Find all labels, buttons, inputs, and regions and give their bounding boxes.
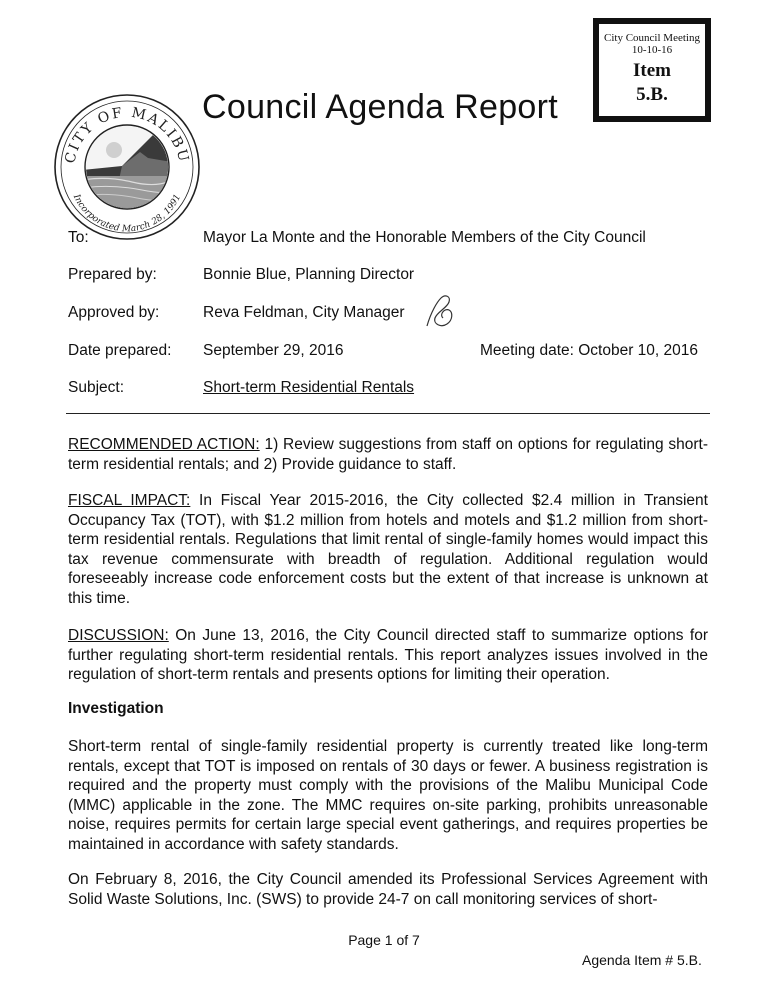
city-seal-logo	[52, 92, 202, 242]
page-number: Page 1 of 7	[348, 932, 420, 948]
field-to-label: To:	[68, 229, 89, 246]
fiscal-impact-paragraph	[68, 491, 708, 608]
svg-text:Incorporated March 28, 1991: Incorporated March 28, 1991	[70, 192, 184, 235]
recommended-action-paragraph	[68, 435, 708, 474]
investigation-paragraph-2: On February 8, 2016, the City Council amended its Professional Services Agreement with Solid Waste Solutions, Inc. (SWS) to provide 24-7 on call monitoring services of short-	[68, 871, 708, 908]
meeting-box-date: 10-10-16	[631, 44, 673, 56]
investigation-paragraph-1: Short-term rental of single-family residential property is currently treated like long-term rentals, except that TOT is imposed on rentals of 30 days or fewer. A business registration is required and the property must comply with the provisions of the Malibu Municipal Code (MMC) applicable in the zone. The MMC requires on-site parking, prohibits unreasonable noise, requires permits for certain large special event gatherings, and requires properties be maintained in accordance with safety standards.	[68, 738, 708, 853]
recommended-action-text: 1) Review suggestions from staff on options for regulating short-term residential rentals; and 2) Provide guidance to staff.	[68, 436, 708, 473]
discussion-heading: DISCUSSION:	[68, 627, 169, 644]
discussion-paragraph	[68, 626, 708, 685]
field-prepared-label: Prepared by:	[68, 266, 157, 283]
fiscal-impact-heading: FISCAL IMPACT:	[68, 492, 191, 509]
field-to-value: Mayor La Monte and the Honorable Members of the City Council	[203, 229, 646, 246]
meeting-box-item-label: Item	[633, 60, 671, 81]
svg-text:CITY OF MALIBU: CITY OF MALIBU	[62, 104, 192, 165]
signature-initials	[423, 292, 457, 332]
field-approved-value: Reva Feldman, City Manager	[203, 304, 405, 321]
field-approved-label: Approved by:	[68, 304, 160, 321]
meeting-box-item-number: 5.B.	[636, 84, 668, 105]
report-title: Council Agenda Report	[202, 88, 558, 126]
discussion-text: On June 13, 2016, the City Council directed staff to summarize options for further regulating short-term residential rentals. This report analyzes issues involved in the regulation of short-term rentals and presents options for limiting their operation.	[68, 627, 708, 683]
field-subject-value: Short-term Residential Rentals	[203, 379, 415, 396]
investigation-heading: Investigation	[68, 700, 164, 717]
recommended-action-heading: RECOMMENDED ACTION:	[68, 436, 260, 453]
meeting-box-line1: City Council Meeting	[604, 32, 700, 44]
agenda-item-footer: Agenda Item # 5.B.	[582, 952, 702, 968]
field-date-value: September 29, 2016	[203, 342, 344, 359]
field-prepared-value: Bonnie Blue, Planning Director	[203, 266, 415, 283]
meeting-item-box	[593, 18, 711, 122]
field-subject-label: Subject:	[68, 379, 125, 396]
fiscal-impact-text: In Fiscal Year 2015-2016, the City collected $2.4 million in Transient Occupancy Tax (TOT), with $1.2 million from hotels and motels and $1.2 million from short-term residential rentals. Regulations that limit rental of single-family homes would impact this tax revenue commensurate with breadth of regulation. Additional regulation would foreseeably increase code enforcement costs but the extent of that increase is unknown at this time.	[68, 492, 708, 607]
header-divider	[66, 413, 710, 414]
field-meeting-date: Meeting date: October 10, 2016	[480, 342, 699, 359]
field-date-label: Date prepared:	[68, 342, 172, 359]
